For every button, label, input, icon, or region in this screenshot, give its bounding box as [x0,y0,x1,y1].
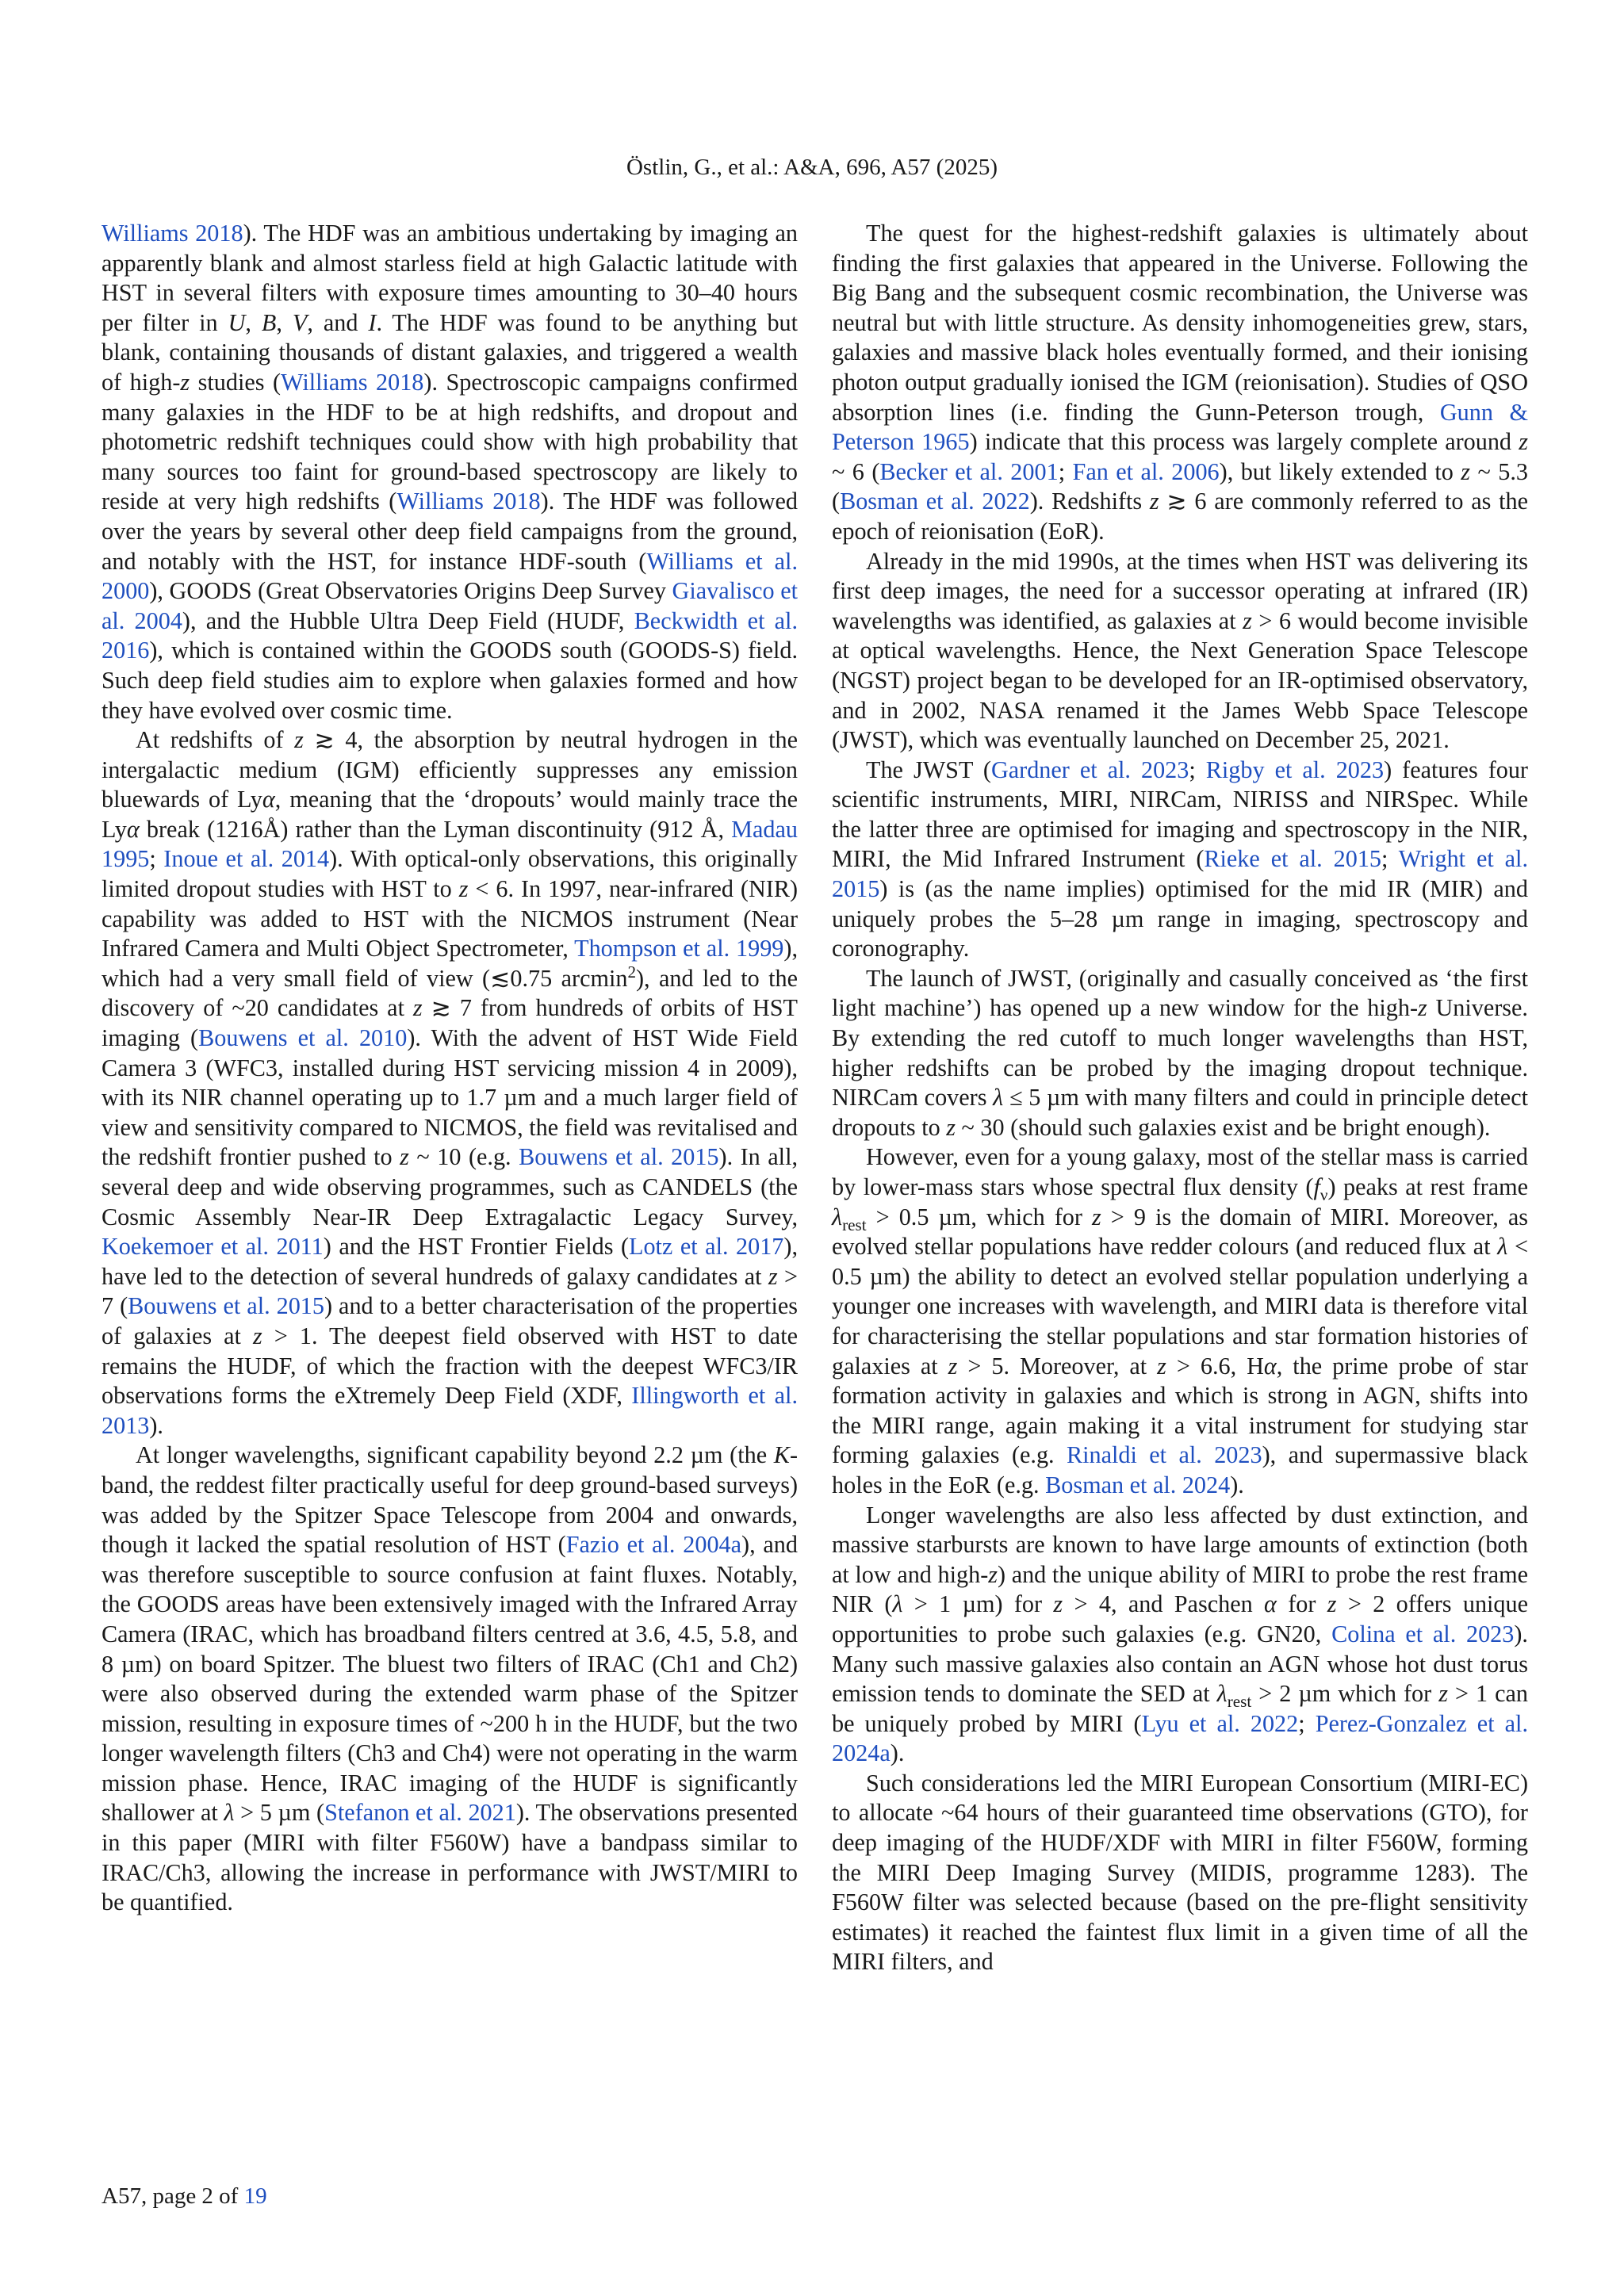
math-symbol: z [768,1262,778,1290]
running-header: Östlin, G., et al.: A&A, 696, A57 (2025) [626,155,998,180]
math-symbol: V [292,308,308,336]
citation-link[interactable]: Beckwidth et al. 2016 [102,607,798,664]
citation-link[interactable]: Fan et al. 2006 [1072,457,1220,485]
paragraph: Williams 2018). The HDF was an ambitious undertaking by imaging an apparently blank and almost starless field at high Galactic latitude with HST in several filters with exposure times amounting to 30–40 hours per filter in U, B, V, and I. The HDF was found to be anything but blank, containing thousands of distant galaxies, and triggered a wealth of high-z studies (Williams 2018). Spectroscopic campaigns confirmed many galaxies in the HDF to be at high redshifts, and dropout and photometric redshift techniques could show with high probability that many sources too faint for ground-based spectroscopy are likely to reside at very high redshifts (Williams 2018). The HDF was followed over the years by several other deep field campaigns from the ground, and notably with the HST, for instance HDF-south (Williams et al. 2000), GOODS (Great Observatories Origins Deep Survey Giavalisco et al. 2004), and the Hubble Ultra Deep Field (HUDF, Beckwidth et al. 2016), which is contained within the GOODS south (GOODS-S) field. Such deep field studies aim to explore when galaxies formed and how they have evolved over cosmic time. [102,220,799,724]
citation-link[interactable]: Fazio et al. 2004a [565,1531,742,1559]
math-symbol: z [946,1113,956,1141]
math-symbol: f [1313,1173,1320,1200]
math-symbol: z [180,368,190,396]
citation-link[interactable]: Bosman et al. 2022 [840,488,1030,515]
citation-link[interactable]: Becker et al. 2001 [879,457,1059,485]
citation-link[interactable]: Wright et al. 2015 [832,845,1528,903]
citation-link[interactable]: Williams 2018 [281,368,424,396]
math-symbol: U [228,308,246,336]
citation-link[interactable]: Lyu et al. 2022 [1141,1709,1299,1737]
math-symbol: z [1438,1680,1448,1708]
citation-link[interactable]: Gunn & Peterson 1965 [832,398,1528,456]
math-symbol: z [458,875,469,903]
right-column [832,219,1528,1977]
math-symbol: z [1149,488,1159,515]
math-symbol: z [1157,1352,1166,1380]
math-symbol: z [988,1560,998,1588]
math-symbol: z [412,994,423,1022]
math-symbol: λ [1216,1680,1228,1708]
math-symbol: z [1327,1590,1337,1618]
citation-link[interactable]: Rieke et al. 2015 [1204,845,1382,873]
math-symbol: z [1091,1203,1101,1230]
math-symbol: K [773,1441,790,1469]
page-label: A57, page 2 of [102,2183,244,2209]
superscript: 2 [627,962,636,982]
subscript: ν [1320,1185,1328,1205]
citation-link[interactable]: Bosman et al. 2024 [1045,1471,1231,1498]
math-symbol: λ [224,1799,235,1827]
total-pages-link[interactable]: 19 [243,2183,267,2209]
math-symbol: I [368,308,377,336]
citation-link[interactable]: Giavalisco et al. 2004 [102,577,798,634]
math-symbol: α [1263,1352,1277,1380]
citation-link[interactable]: Perez-Gonzalez et al. 2024a [832,1709,1528,1767]
citation-link[interactable]: Lotz et al. 2017 [629,1233,784,1261]
citation-link[interactable]: Gardner et al. 2023 [990,756,1189,783]
citation-link[interactable]: Rigby et al. 2023 [1205,756,1385,783]
citation-link[interactable]: Bouwens et al. 2015 [128,1292,324,1320]
subscript: rest [1227,1692,1252,1712]
math-symbol: λ [832,1203,843,1230]
citation-link[interactable]: Madau 1995 [102,815,798,873]
citation-link[interactable]: Rinaldi et al. 2023 [1067,1441,1262,1469]
paragraph: At longer wavelengths, significant capability beyond 2.2 µm (the K-band, the reddest filter practically useful for deep ground-based surveys) was added by the Spitzer Space Telescope from 2004 and onwards, though it lacked the spatial resolution of HST (Fazio et al. 2004a), and was therefore susceptible to source confusion at faint fluxes. Notably, the GOODS areas have been extensively imaged with the Infrared Array Camera (IRAC, which has broadband filters centred at 3.6, 4.5, 5.8, and 8 µm) on board Spitzer. The bluest two filters of IRAC (Ch1 and Ch2) were also observed during the extended warm phase of the Spitzer mission, resulting in exposure times of ~200 h in the HUDF, but the two longer wavelength filters (Ch3 and Ch4) were not operating in the warm mission phase. Hence, IRAC imaging of the HUDF is significantly shallower at λ > 5 µm (Stefanon et al. 2021). The observations presented in this paper (MIRI with filter F560W) have a bandpass similar to IRAC/Ch3, allowing the increase in performance with JWST/MIRI to be quantified. [102,1441,798,1916]
math-symbol: z [948,1352,958,1380]
left-column [102,219,798,1918]
math-symbol: λ [993,1084,1004,1112]
math-symbol: z [400,1143,409,1171]
paragraph: The launch of JWST, (originally and casually conceived as ‘the first light machine’) has opened up a new window for the high-z Universe. By extending the red cutoff to much longer wavelengths than HST, higher redshifts can be probed by the imaging dropout technique. NIRCam covers λ ≤ 5 µm with many filters and could in principle detect dropouts to z ~ 30 (should such galaxies exist and be bright enough). [832,964,1528,1141]
citation-link[interactable]: Illingworth et al. 2013 [102,1382,798,1439]
math-symbol: z [1461,457,1471,485]
math-symbol: λ [892,1590,903,1618]
math-symbol: α [126,815,140,843]
citation-link[interactable]: Colina et al. 2023 [1331,1620,1515,1647]
paragraph: Already in the mid 1990s, at the times when HST was delivering its first deep images, the need for a successor operating at infrared (IR) wavelengths was identified, as galaxies at z > 6 would become invisible at optical wavelengths. Hence, the Next Generation Space Telescope (NGST) project began to be developed for an IR-optimised observatory, and in 2002, NASA renamed it the James Webb Space Telescope (JWST), which was eventually launched on December 25, 2021. [832,547,1529,754]
paragraph: Longer wavelengths are also less affected by dust extinction, and massive starbursts are known to have large amounts of extinction (both at low and high-z) and the unique ability of MIRI to probe the rest frame NIR (λ > 1 µm) for z > 4, and Paschen α for z > 2 offers unique opportunities to probe such galaxies (e.g. GN20, Colina et al. 2023). Many such massive galaxies also contain an AGN whose hot dust torus emission tends to dominate the SED at $\lambda_{rest} > 2$ µm which for z > 1 can be uniquely probed by MIRI (Lyu et al. 2022; Perez-Gonzalez et al. 2024a). [832,1501,1529,1767]
math-symbol: λ [1497,1233,1508,1261]
citation-link[interactable]: Bouwens et al. 2015 [519,1143,719,1171]
citation-link[interactable]: Thompson et al. 1999 [574,935,784,962]
paragraph: However, even for a young galaxy, most of the stellar mass is carried by lower-mass stars whose spectral flux density $(f_\nu)$ peaks at rest frame $\lambda_{rest} > 0.5$ µm, which for z > 9 is the domain of MIRI. Moreover, as evolved stellar populations have redder colours (and reduced flux at λ < 0.5 µm) the ability to detect an evolved stellar population underlying a younger one increases with wavelength, and MIRI data is therefore vital for characterising the stellar populations and star formation histories of galaxies at z > 5. Moreover, at z > 6.6, Hα, the prime probe of star formation activity in galaxies and which is strong in AGN, shifts into the MIRI range, again making it a vital instrument for studying star forming galaxies (e.g. Rinaldi et al. 2023), and supermassive black holes in the EoR (e.g. Bosman et al. 2024). [832,1143,1529,1498]
citation-link[interactable]: Inoue et al. 2014 [163,845,330,873]
page-footer [102,2182,267,2210]
math-symbol: z [1053,1590,1063,1618]
paragraph: Such considerations led the MIRI European Consortium (MIRI-EC) to allocate ~64 hours of their guaranteed time observations (GTO), for deep imaging of the HUDF/XDF with MIRI in filter F560W, forming the MIRI Deep Imaging Survey (MIDIS, programme 1283). The F560W filter was selected because (based on the pre-flight sensitivity estimates) it reached the faintest flux limit in a given time of all the MIRI filters, and [832,1769,1528,1976]
math-symbol: z [252,1322,262,1349]
math-symbol: z [1418,994,1427,1022]
paragraph: At redshifts of z ≳ 4, the absorption by neutral hydrogen in the intergalactic medium (IGM) efficiently suppresses any emission bluewards of Lyα, meaning that the ‘dropouts’ would mainly trace the Lyα break (1216Å) rather than the Lyman discontinuity (912 Å, Madau 1995; Inoue et al. 2014). With optical-only observations, this originally limited dropout studies with HST to z < 6. In 1997, near-infrared (NIR) capability was added to HST with the NICMOS instrument (Near Infrared Camera and Multi Object Spectrometer, Thompson et al. 1999), which had a very small field of view (≲0.75 arcmin$^2$), and led to the discovery of ~20 candidates at z ≳ 7 from hundreds of orbits of HST imaging (Bouwens et al. 2010). With the advent of HST Wide Field Camera 3 (WFC3, installed during HST servicing mission 4 in 2009), with its NIR channel operating up to 1.7 µm and a much larger field of view and sensitivity compared to NICMOS, the field was revitalised and the redshift frontier pushed to z ~ 10 (e.g. Bouwens et al. 2015). In all, several deep and wide observing programmes, such as CANDELS (the Cosmic Assembly Near-IR Deep Extragalactic Legacy Survey, Koekemoer et al. 2011) and the HST Frontier Fields (Lotz et al. 2017), have led to the detection of several hundreds of galaxy candidates at z > 7 (Bouwens et al. 2015) and to a better characterisation of the properties of galaxies at z > 1. The deepest field observed with HST to date remains the HUDF, of which the fraction with the deepest WFC3/IR observations forms the eXtremely Deep Field (XDF, Illingworth et al. 2013). [102,726,799,1439]
math-symbol: z [1519,428,1528,456]
paragraph: The JWST (Gardner et al. 2023; Rigby et al. 2023) features four scientific instruments, MIRI, NIRCam, NIRISS and NIRSpec. While the latter three are optimised for imaging and spectroscopy in the NIR, MIRI, the Mid Infrared Instrument (Rieke et al. 2015; Wright et al. 2015) is (as the name implies) optimised for the mid IR (MIR) and uniquely probes the 5–28 µm range in imaging, spectroscopy and coronography. [832,756,1528,962]
math-symbol: α [262,786,275,813]
citation-link[interactable]: Williams 2018 [102,220,243,247]
citation-link[interactable]: Williams 2018 [396,488,541,515]
citation-link[interactable]: Stefanon et al. 2021 [324,1799,516,1827]
math-symbol: α [1264,1590,1277,1618]
citation-link[interactable]: Bouwens et al. 2010 [198,1024,408,1052]
math-symbol: z [294,726,304,754]
citation-link[interactable]: Williams et al. 2000 [102,547,798,605]
math-symbol: B [261,308,277,336]
citation-link[interactable]: Koekemoer et al. 2011 [102,1233,324,1261]
subscript: rest [842,1215,867,1234]
paragraph: The quest for the highest-redshift galaxies is ultimately about finding the first galaxies that appeared in the Universe. Following the Big Bang and the subsequent cosmic recombination, the Universe was neutral but with little structure. As density inhomogeneities grew, stars, galaxies and massive black holes eventually formed, and their ionising photon output gradually ionised the IGM (reionisation). Studies of QSO absorption lines (i.e. finding the Gunn-Peterson trough, Gunn & Peterson 1965) indicate that this process was largely complete around z ~ 6 (Becker et al. 2001; Fan et al. 2006), but likely extended to z ~ 5.3 (Bosman et al. 2022). Redshifts z ≳ 6 are commonly referred to as the epoch of reionisation (EoR). [832,220,1528,545]
math-symbol: z [1243,607,1252,634]
